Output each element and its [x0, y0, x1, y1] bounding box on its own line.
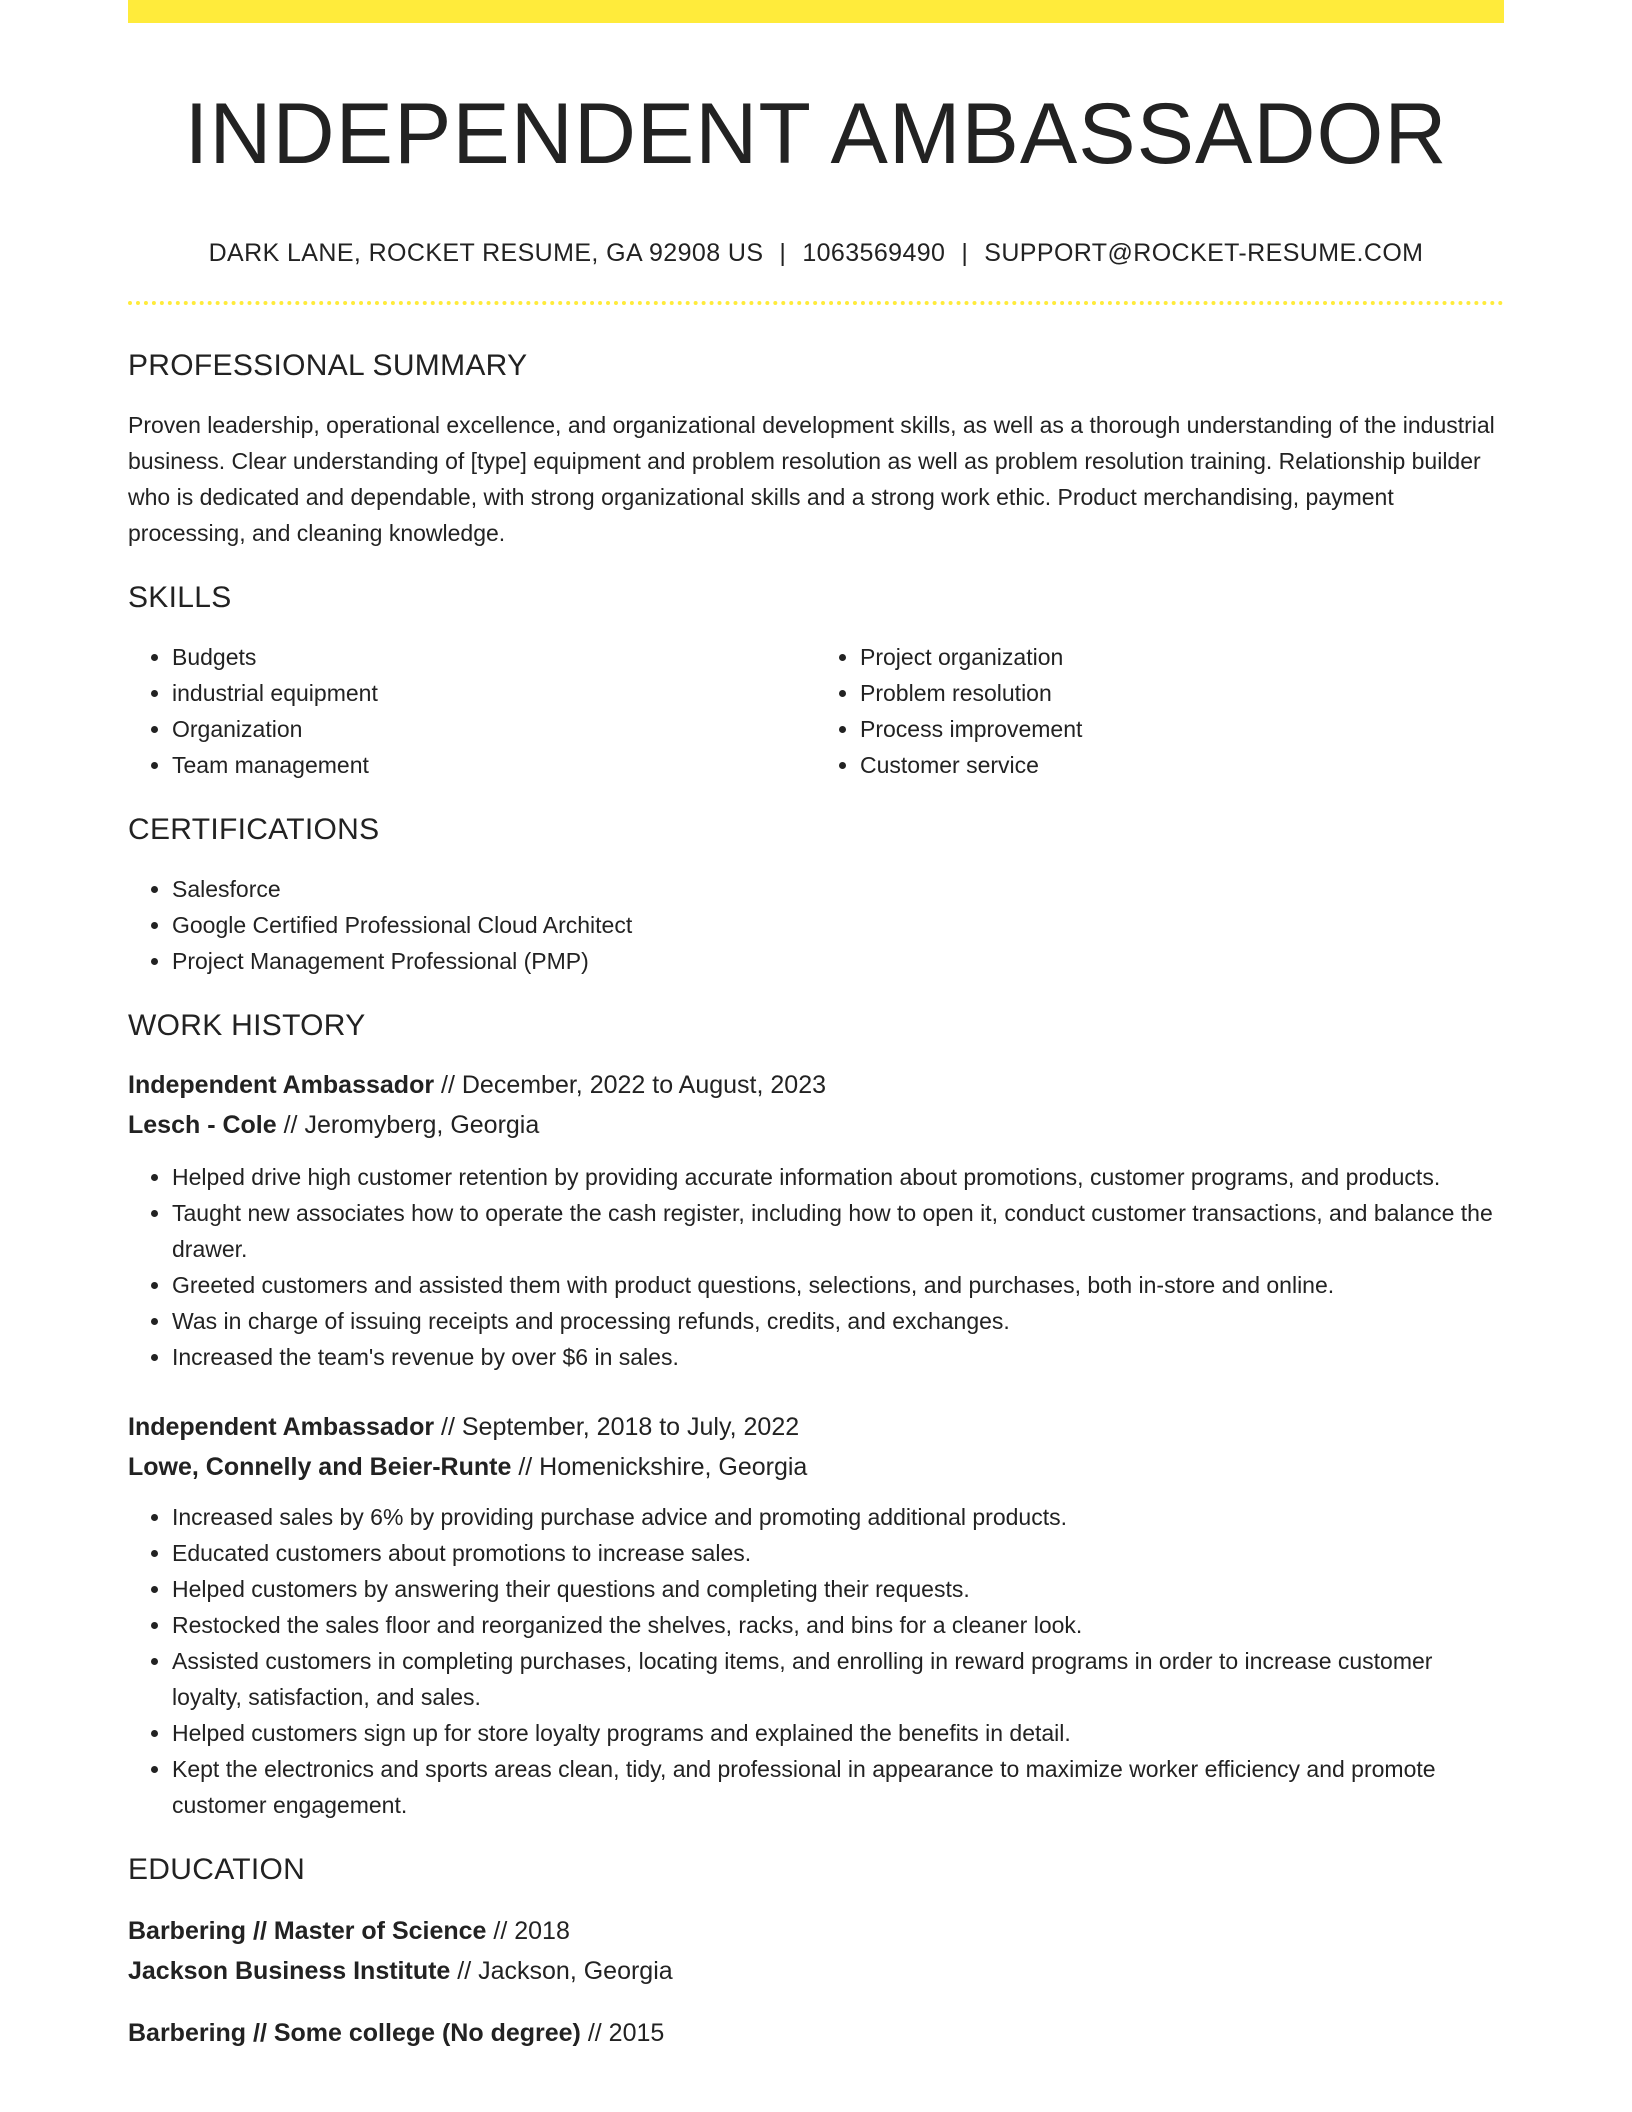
job-title-line: [128, 1407, 1504, 1447]
education-school: Jackson Business Institute: [128, 1957, 451, 1985]
job-bullet: • Greeted customers and assisted them with product questions, selections, and purchases, both in-store and online.: [172, 1267, 1504, 1303]
resume-page: [128, 0, 1504, 2053]
education-degree: Barbering // Some college (No degree): [128, 2019, 581, 2047]
job-bullet: • Assisted customers in completing purchases, locating items, and enrolling in reward programs in order to increase customer loyalty, satisfaction, and sales.: [172, 1643, 1504, 1715]
summary-text: Proven leadership, operational excellence, and organizational development skills, as well as a thorough understanding of the industrial business. Clear understanding of [type] equipment and problem resolution as well as problem resolution training. Relationship builder who is dedicated and dependable, with strong organizational skills and a strong work ethic. Product merchandising, payment processing, and cleaning knowledge.: [128, 412, 1495, 546]
job-bullet: • Taught new associates how to operate the cash register, including how to open it, conduct customer transactions, and balance the drawer.: [172, 1195, 1504, 1267]
job-role: Independent Ambassador: [128, 1413, 435, 1441]
job-bullets: [128, 1499, 1504, 1823]
job-company-line: [128, 1447, 1504, 1487]
job-location: // Homenickshire, Georgia: [511, 1453, 808, 1481]
certification-item: • Project Management Professional (PMP): [172, 943, 1504, 979]
skill-item: • Budgets: [172, 639, 816, 675]
job-bullet: • Restocked the sales floor and reorganized the shelves, racks, and bins for a cleaner look.: [172, 1607, 1504, 1643]
education-year: // 2015: [580, 2019, 665, 2047]
job-location: // Jeromyberg, Georgia: [276, 1111, 540, 1139]
job-company: Lesch - Cole: [128, 1111, 277, 1139]
contact-phone: 1063569490: [802, 239, 946, 267]
dotted-divider: [128, 301, 1504, 305]
skill-item: • Project organization: [860, 639, 1504, 675]
skill-item: • Customer service: [860, 747, 1504, 783]
skill-item: • Problem resolution: [860, 675, 1504, 711]
job-title-line: [128, 1065, 1504, 1105]
certifications-list: [128, 871, 1504, 979]
section-title-skills: SKILLS: [128, 581, 232, 614]
education-year: // 2018: [486, 1917, 570, 1945]
skills-list-left: [128, 639, 816, 783]
section-title-education: EDUCATION: [128, 1853, 306, 1886]
skill-item: • Team management: [172, 747, 816, 783]
accent-top-bar: [128, 0, 1504, 23]
job-company: Lowe, Connelly and Beier-Runte: [128, 1453, 512, 1481]
education-degree: Barbering // Master of Science: [128, 1917, 487, 1945]
education-degree-line: [128, 2013, 1504, 2053]
contact-separator: |: [779, 239, 787, 267]
job-entry: [128, 1407, 1504, 1823]
job-entry: [128, 1065, 1504, 1375]
education-school-line: [128, 1951, 1504, 1991]
certification-item: • Google Certified Professional Cloud Architect: [172, 907, 1504, 943]
skills-list-right: [816, 639, 1504, 783]
job-dates: // December, 2022 to August, 2023: [434, 1071, 827, 1099]
contact-address: DARK LANE, ROCKET RESUME, GA 92908 US: [208, 239, 764, 267]
section-title-summary: PROFESSIONAL SUMMARY: [128, 349, 528, 382]
job-role: Independent Ambassador: [128, 1071, 435, 1099]
job-bullet: • Helped drive high customer retention by providing accurate information about promotions, customer programs, and products.: [172, 1159, 1504, 1195]
section-title-work-history: WORK HISTORY: [128, 1009, 366, 1042]
job-bullets: [128, 1159, 1504, 1375]
education-location: // Jackson, Georgia: [450, 1957, 673, 1985]
contact-email: SUPPORT@ROCKET-RESUME.COM: [984, 239, 1424, 267]
job-bullet: • Increased the team's revenue by over $6 in sales.: [172, 1339, 1504, 1375]
skill-item: • industrial equipment: [172, 675, 816, 711]
section-title-certifications: CERTIFICATIONS: [128, 813, 380, 846]
job-bullet: • Helped customers sign up for store loyalty programs and explained the benefits in detail.: [172, 1715, 1504, 1751]
contact-separator: |: [961, 239, 969, 267]
skill-item: • Organization: [172, 711, 816, 747]
job-bullet: • Helped customers by answering their questions and completing their requests.: [172, 1571, 1504, 1607]
job-bullet: • Kept the electronics and sports areas clean, tidy, and professional in appearance to maximize worker efficiency and promote customer engagement.: [172, 1751, 1504, 1823]
education-entry: [128, 2013, 1504, 2053]
job-company-line: [128, 1105, 1504, 1145]
job-bullet: • Was in charge of issuing receipts and processing refunds, credits, and exchanges.: [172, 1303, 1504, 1339]
job-bullet: • Educated customers about promotions to increase sales.: [172, 1535, 1504, 1571]
skill-item: • Process improvement: [860, 711, 1504, 747]
job-dates: // September, 2018 to July, 2022: [434, 1413, 800, 1441]
resume-name: INDEPENDENT AMBASSADOR: [184, 86, 1448, 182]
certification-item: • Salesforce: [172, 871, 1504, 907]
education-entry: [128, 1911, 1504, 1991]
education-degree-line: [128, 1911, 1504, 1951]
job-bullet: • Increased sales by 6% by providing purchase advice and promoting additional products.: [172, 1499, 1504, 1535]
skills-grid: [128, 639, 1504, 783]
contact-line: [128, 237, 1504, 269]
